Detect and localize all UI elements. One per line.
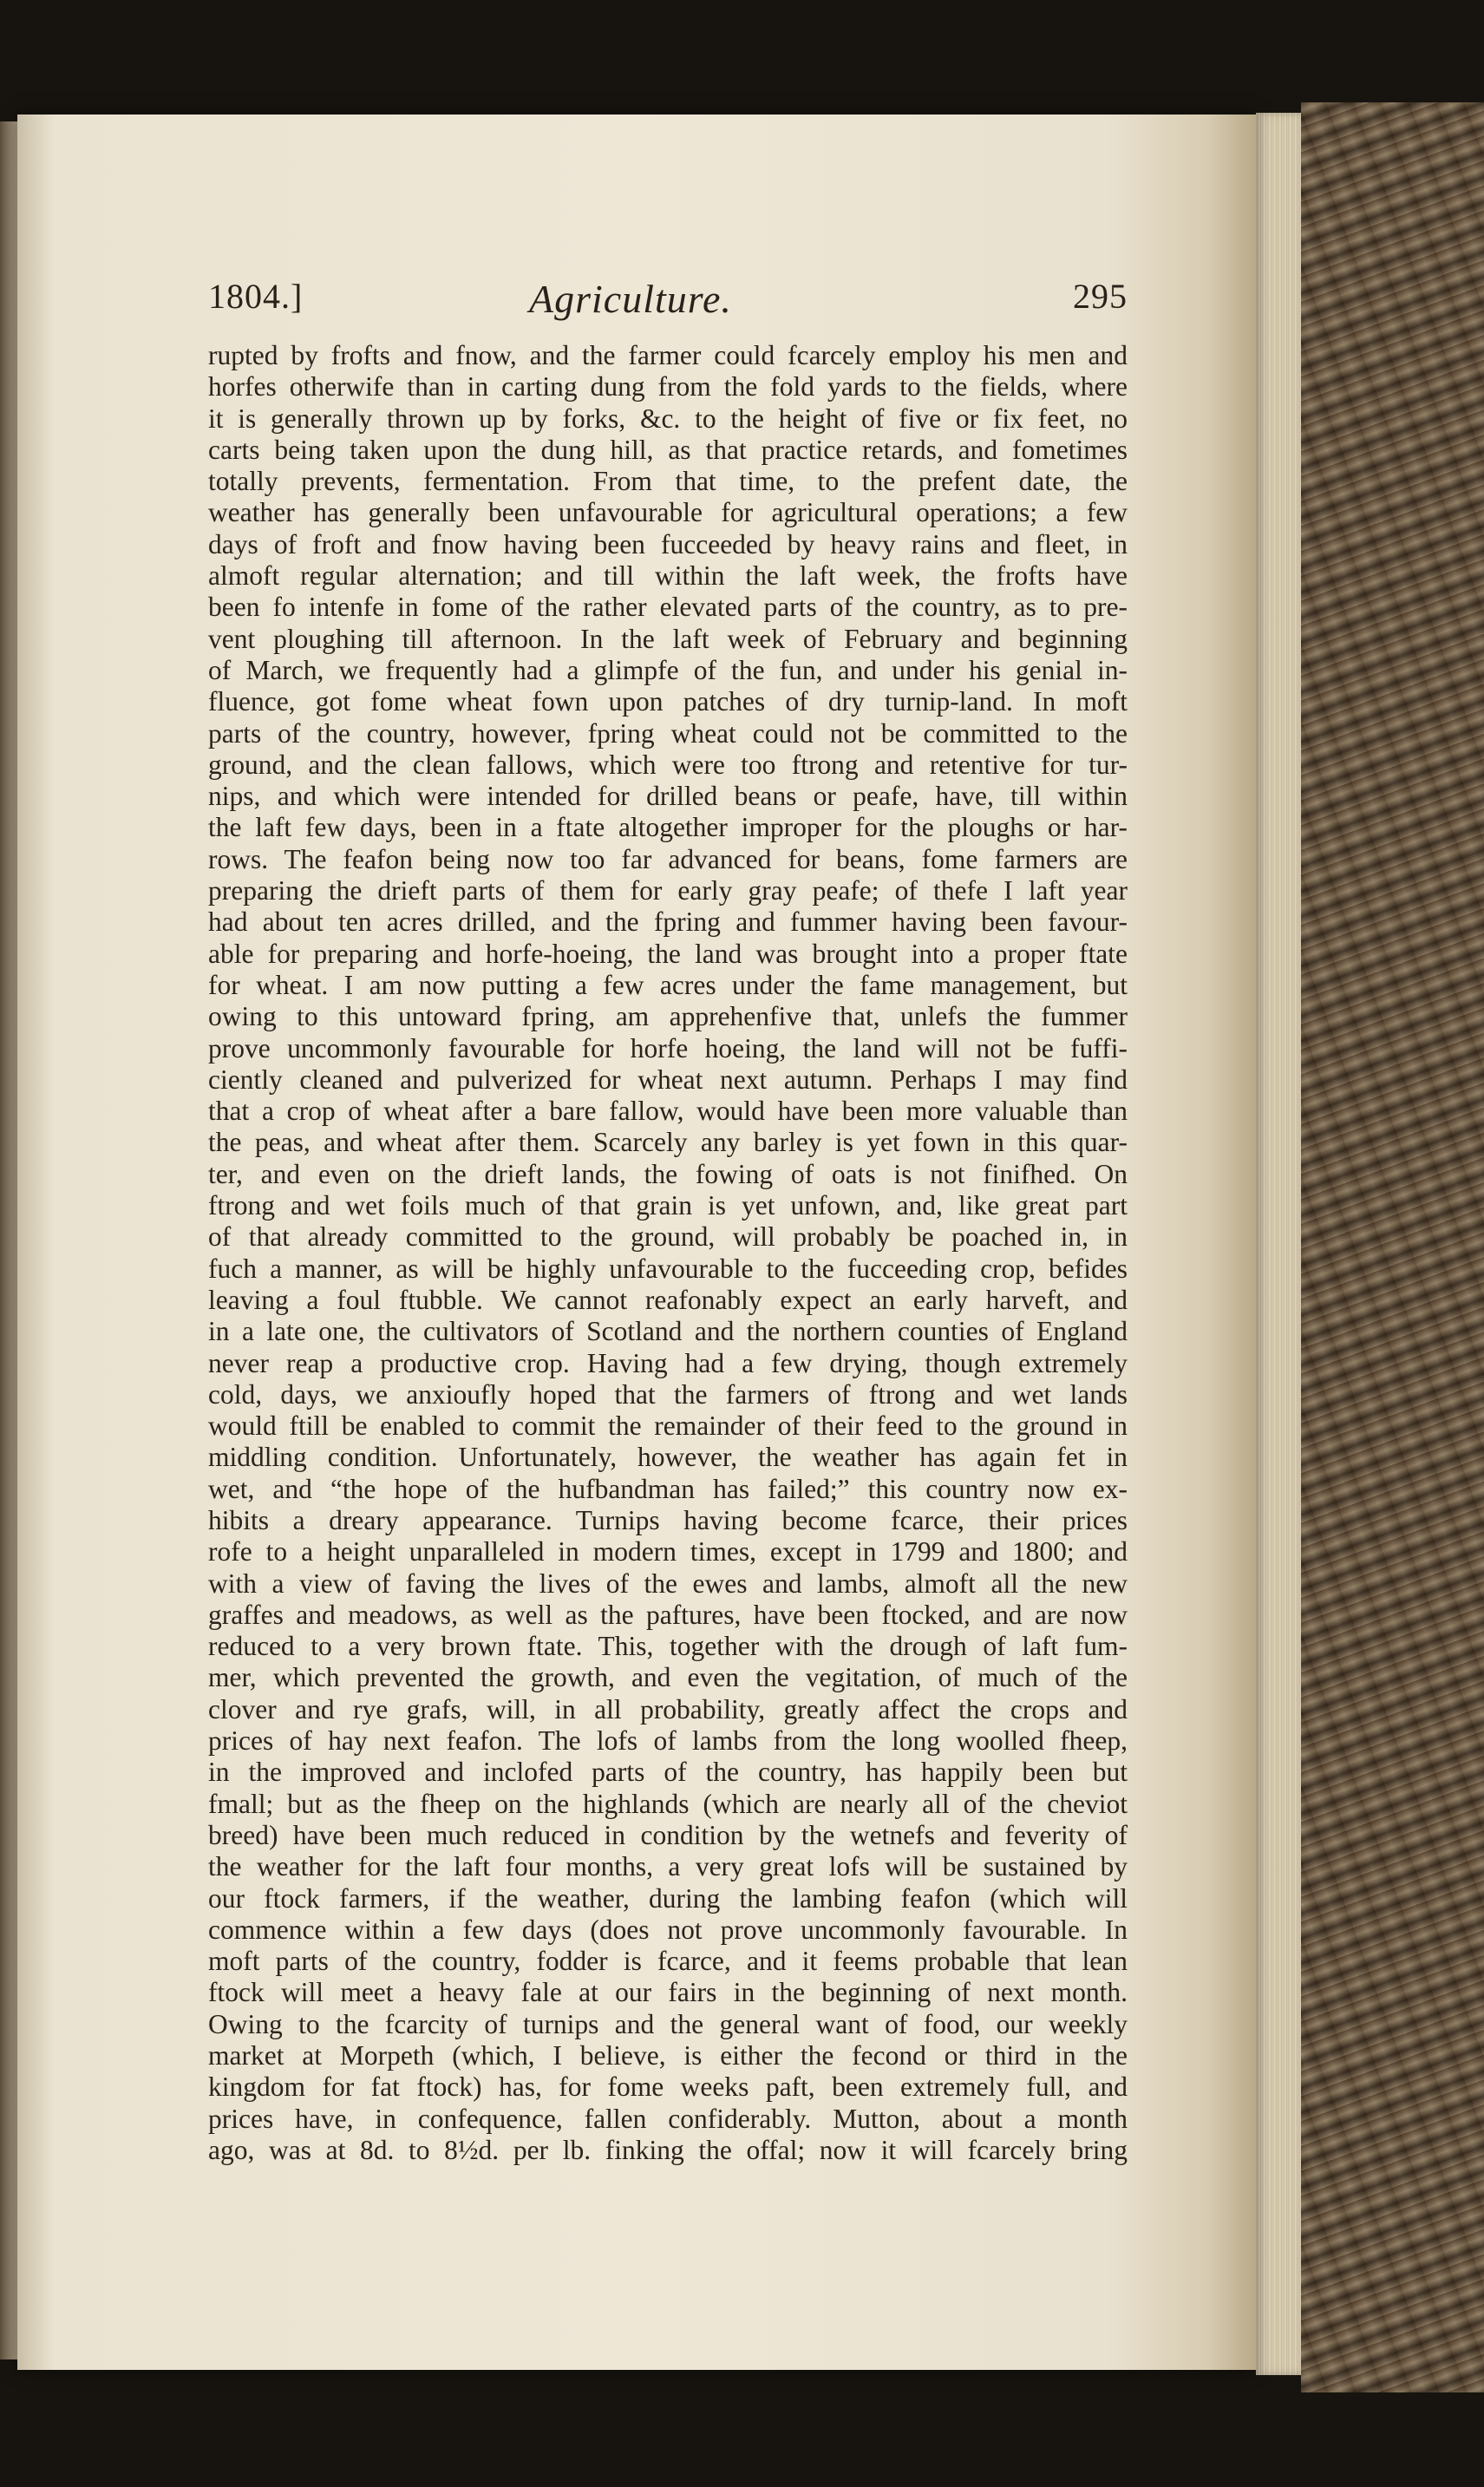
text-line: with a view of faving the lives of the ewes and lambs, almoft all the new <box>208 1567 1128 1599</box>
text-line: wet, and “the hope of the hufbandman has failed;” this country now ex- <box>208 1473 1128 1504</box>
text-line: the laft few days, been in a ftate altogether improper for the ploughs or har- <box>208 812 1128 843</box>
text-line: prove uncommonly favourable for horfe hoeing, the land will not be fuffi- <box>208 1032 1128 1064</box>
text-line: rows. The feafon being now too far advanced for beans, fome farmers are <box>208 843 1128 874</box>
text-line: Owing to the fcarcity of turnips and the general want of food, our weekly <box>208 2008 1128 2039</box>
text-line: clover and rye grafs, will, in all probability, greatly affect the crops and <box>208 1693 1128 1725</box>
text-line: graffes and meadows, as well as the paftures, have been ftocked, and are now <box>208 1599 1128 1630</box>
text-line: middling condition. Unfortunately, however, the weather has again fet in <box>208 1442 1128 1473</box>
text-line: ciently cleaned and pulverized for wheat next autumn. Perhaps I may find <box>208 1064 1128 1095</box>
text-line: rupted by frofts and fnow, and the farmer could fcarcely employ his men and <box>208 340 1128 370</box>
text-line: rofe to a height unparalleled in modern times, except in 1799 and 1800; and <box>208 1536 1128 1567</box>
text-line: of March, we frequently had a glimpfe of the fun, and under his genial in- <box>208 654 1128 685</box>
text-line: carts being taken upon the dung hill, as that practice retards, and fometimes <box>208 434 1128 465</box>
page-number: 295 <box>1073 277 1128 316</box>
text-line: reduced to a very brown ftate. This, together with the drough of laft fum- <box>208 1631 1128 1662</box>
text-line: preparing the drieft parts of them for early gray peafe; of thefe I laft year <box>208 875 1128 906</box>
text-line: the peas, and wheat after them. Scarcely any barley is yet fown in this quar- <box>208 1127 1128 1158</box>
text-line: in a late one, the cultivators of Scotland and the northern counties of England <box>208 1316 1128 1347</box>
text-line: almoft regular alternation; and till within the laft week, the frofts have <box>208 560 1128 592</box>
text-line: it is generally thrown up by forks, &c. to the height of five or fix feet, no <box>208 403 1128 434</box>
text-line: in the improved and inclofed parts of the country, has happily been but <box>208 1757 1128 1788</box>
text-line: ago, was at 8d. to 8½d. per lb. finking the offal; now it will fcarcely bring <box>208 2134 1128 2165</box>
text-line: days of froft and fnow having been fucceeded by heavy rains and fleet, in <box>208 528 1128 560</box>
text-line: prices of hay next feafon. The lofs of lambs from the long woolled fheep, <box>208 1725 1128 1757</box>
text-line: vent ploughing till afternoon. In the laft week of February and beginning <box>208 623 1128 654</box>
text-line: parts of the country, however, fpring wheat could not be committed to the <box>208 717 1128 749</box>
text-line: of that already committed to the ground, will probably be poached in, in <box>208 1221 1128 1253</box>
text-line: kingdom for fat ftock) has, for fome weeks paft, been extremely full, and <box>208 2071 1128 2103</box>
body-text <box>208 340 1128 2166</box>
running-header <box>208 276 1128 328</box>
text-line: owing to this untoward fpring, am apprehenfive that, unlefs the fummer <box>208 1001 1128 1032</box>
text-line: able for preparing and horfe-hoeing, the land was brought into a proper ftate <box>208 938 1128 969</box>
text-line: our ftock farmers, if the weather, during the lambing feafon (which will <box>208 1882 1128 1914</box>
text-line: leaving a foul ftubble. We cannot reafonably expect an early harveft, and <box>208 1284 1128 1315</box>
text-line: fluence, got fome wheat fown upon patches of dry turnip-land. In moft <box>208 686 1128 717</box>
text-line: ftrong and wet foils much of that grain is yet unfown, and, like great part <box>208 1190 1128 1221</box>
text-line: that a crop of wheat after a bare fallow, would have been more valuable than <box>208 1096 1128 1127</box>
text-line: nips, and which were intended for drilled beans or peafe, have, till within <box>208 781 1128 812</box>
text-line: hibits a dreary appearance. Turnips having become fcarce, their prices <box>208 1504 1128 1535</box>
text-line: horfes otherwife than in carting dung from the fold yards to the fields, where <box>208 371 1128 403</box>
text-line: market at Morpeth (which, I believe, is either the fecond or third in the <box>208 2040 1128 2071</box>
text-line: never reap a productive crop. Having had a few drying, though extremely <box>208 1347 1128 1378</box>
text-line: ftock will meet a heavy fale at our fairs in the beginning of next month. <box>208 1977 1128 2008</box>
text-line: ter, and even on the drieft lands, the fowing of oats is not finifhed. On <box>208 1158 1128 1189</box>
text-line: breed) have been much reduced in condition by the wetnefs and feverity of <box>208 1819 1128 1850</box>
text-line: cold, days, we anxioufly hoped that the farmers of ftrong and wet lands <box>208 1378 1128 1410</box>
text-line: moft parts of the country, fodder is fcarce, and it feems probable that lean <box>208 1946 1128 1977</box>
text-line: fuch a manner, as will be highly unfavourable to the fucceeding crop, befides <box>208 1253 1128 1284</box>
text-line: totally prevents, fermentation. From that time, to the prefent date, the <box>208 466 1128 497</box>
text-line: would ftill be enabled to commit the remainder of their feed to the ground in <box>208 1410 1128 1442</box>
header-title: Agriculture. <box>529 277 732 321</box>
text-line: ground, and the clean fallows, which were too ftrong and retentive for tur- <box>208 749 1128 780</box>
text-line: mer, which prevented the growth, and even the vegitation, of much of the <box>208 1662 1128 1693</box>
text-line: prices have, in confequence, fallen confiderably. Mutton, about a month <box>208 2103 1128 2134</box>
marbled-cover-board <box>1301 102 1484 2392</box>
page-block-edges <box>1256 113 1301 2375</box>
text-line: the weather for the laft four months, a very great lofs will be sustained by <box>208 1851 1128 1882</box>
text-line: been fo intenfe in fome of the rather elevated parts of the country, as to pre- <box>208 592 1128 623</box>
facing-page-edge <box>0 121 17 2359</box>
header-year: 1804.] <box>208 277 304 316</box>
text-line: weather has generally been unfavourable for agricultural operations; a few <box>208 497 1128 528</box>
text-line: for wheat. I am now putting a few acres under the fame management, but <box>208 969 1128 1000</box>
text-line: had about ten acres drilled, and the fpring and fummer having been favour- <box>208 906 1128 938</box>
text-line: commence within a few days (does not prove uncommonly favourable. In <box>208 1914 1128 1945</box>
text-line: fmall; but as the fheep on the highlands (which are nearly all of the cheviot <box>208 1788 1128 1819</box>
